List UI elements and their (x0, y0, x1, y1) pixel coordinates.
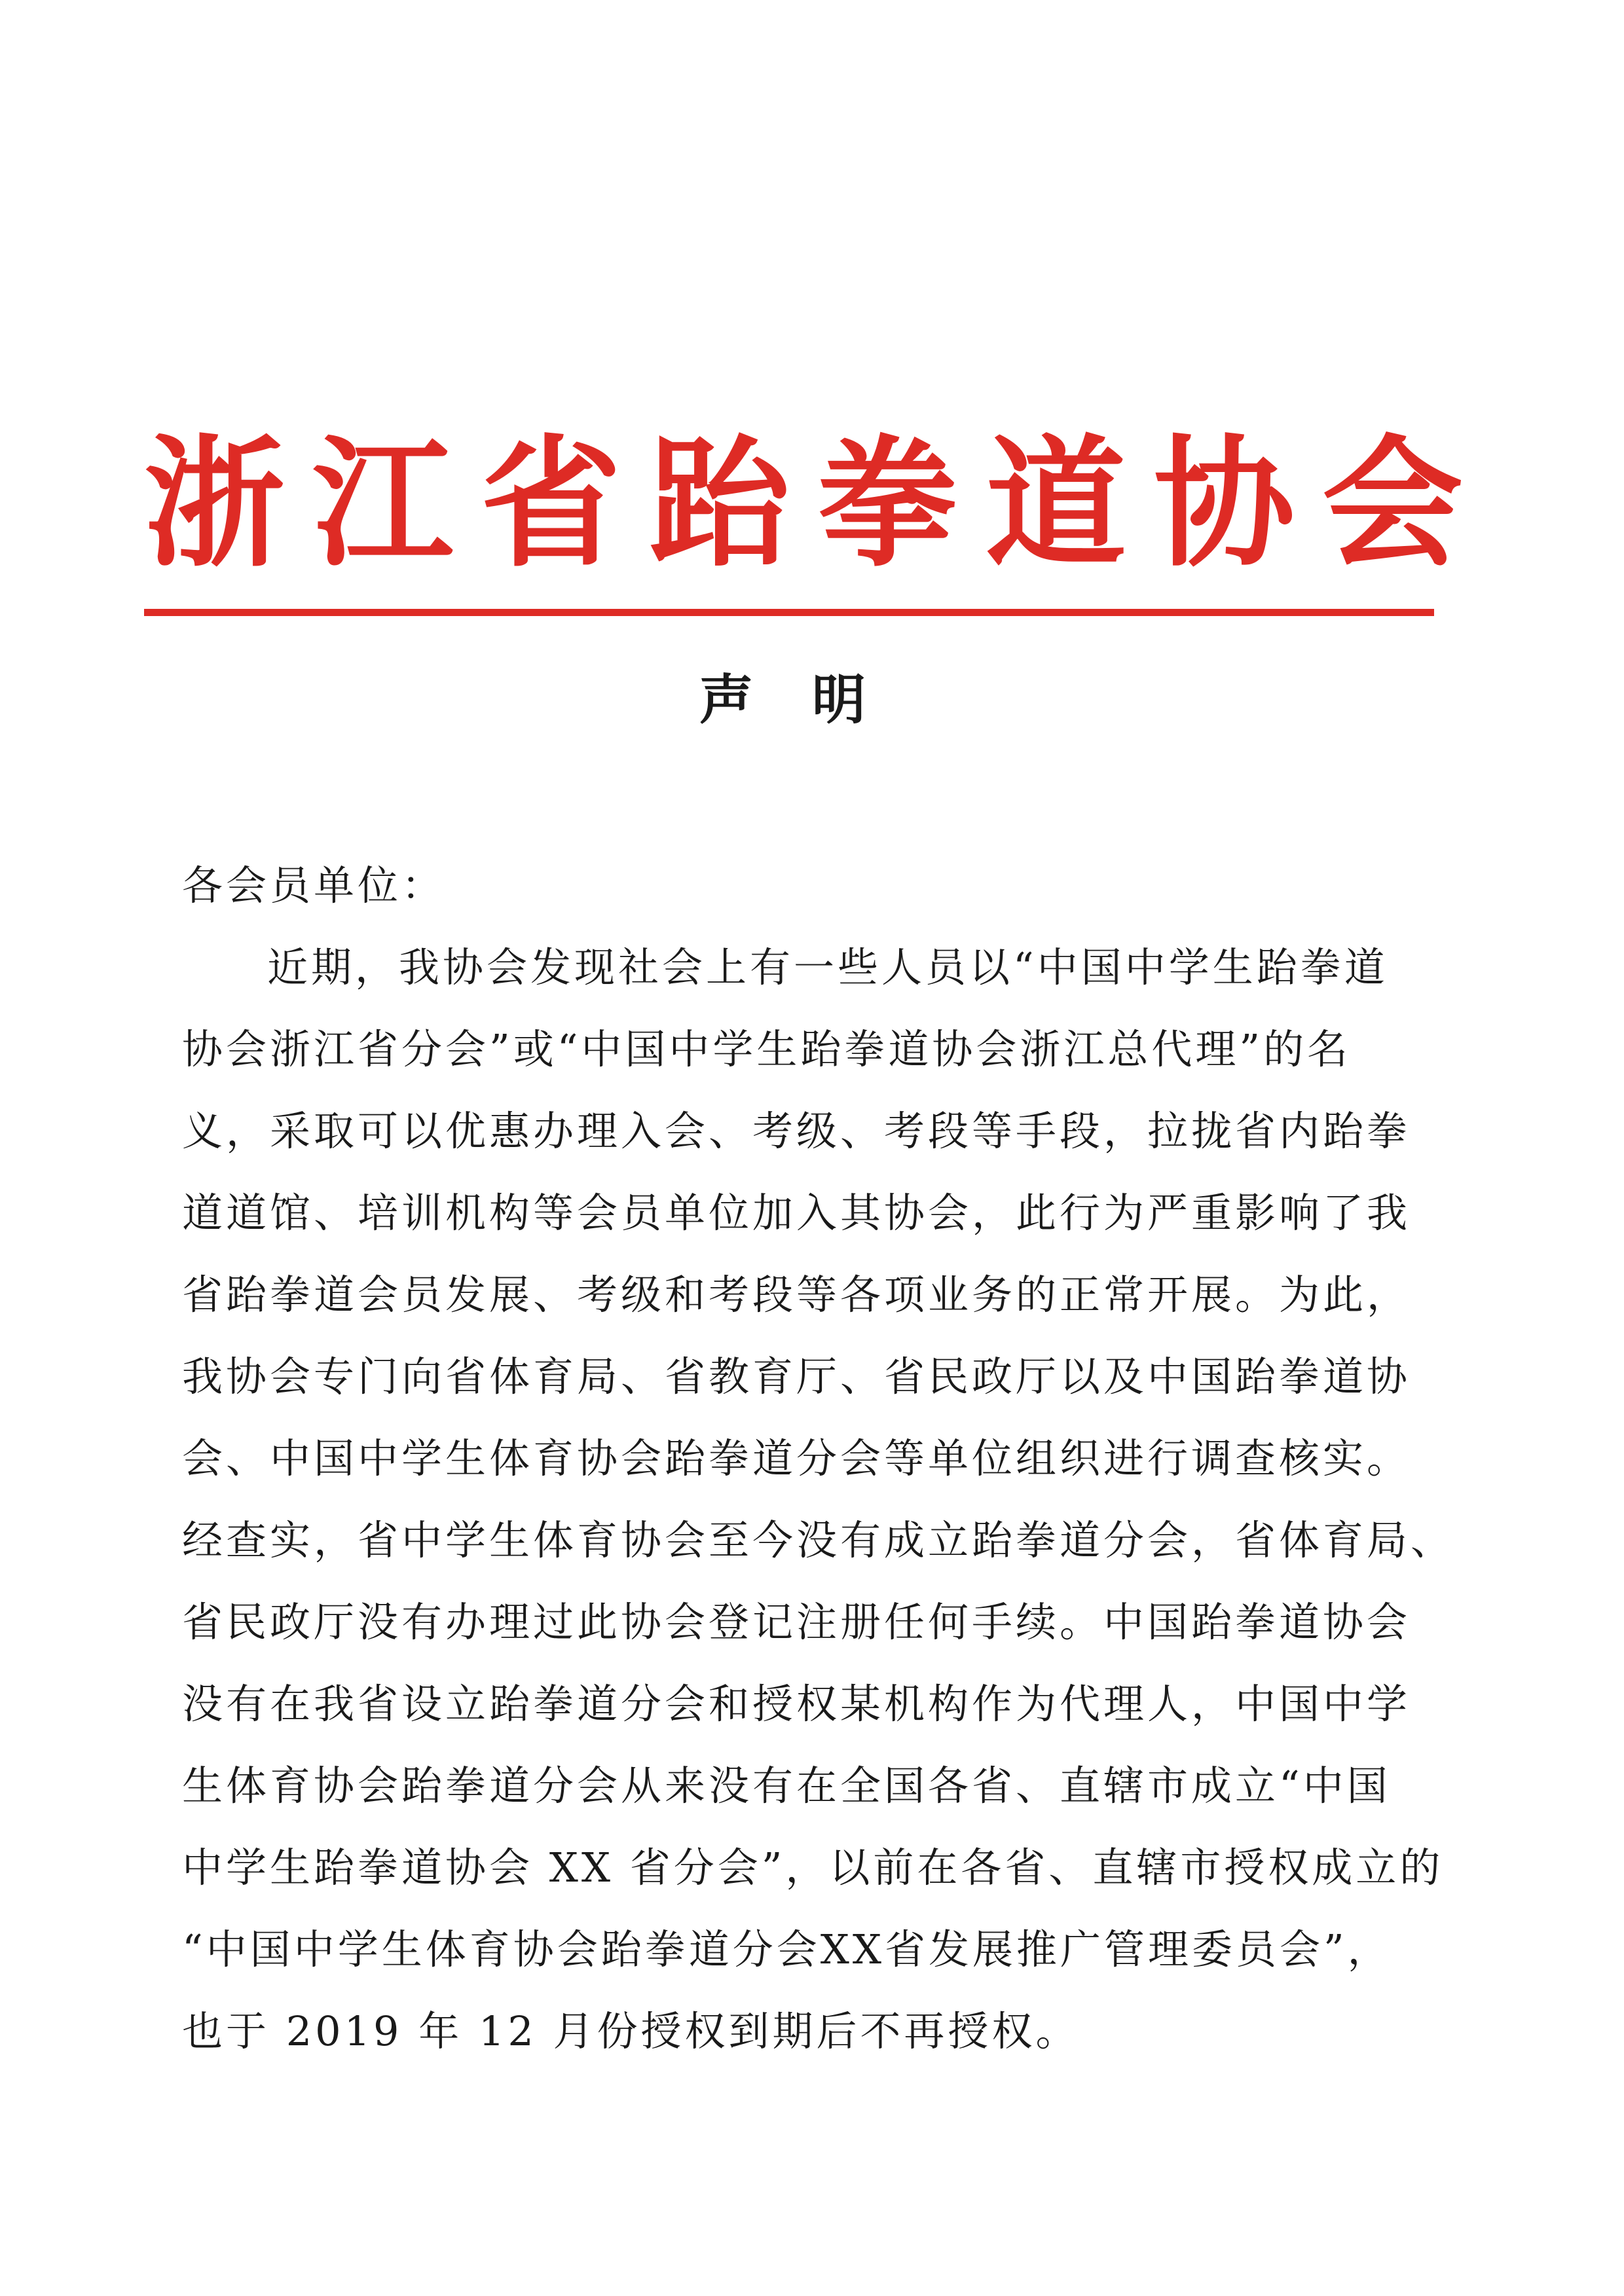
body-line: 省跆拳道会员发展、考级和考段等各项业务的正常开展。为此， (182, 1271, 1411, 1319)
body-line: “中国中学生体育协会跆拳道分会XX省发展推广管理委员会”， (182, 1925, 1392, 1973)
letterhead-red-rule (144, 609, 1434, 616)
body-line: 会、中国中学生体育协会跆拳道分会等单位组织进行调查核实。 (182, 1434, 1411, 1482)
body-line: 我协会专门向省体育局、省教育厅、省民政厅以及中国跆拳道协 (182, 1353, 1411, 1400)
body-line: 经查实，省中学生体育协会至今没有成立跆拳道分会，省体育局、 (182, 1516, 1455, 1564)
body-line: 道道馆、培训机构等会员单位加入其协会，此行为严重影响了我 (182, 1189, 1411, 1237)
body-line: 也于 2019 年 12 月份授权到期后不再授权。 (182, 2007, 1080, 2055)
salutation: 各会员单位： (182, 862, 446, 909)
body-line: 中学生跆拳道协会 XX 省分会”，以前在各省、直辖市授权成立的 (182, 1844, 1444, 1891)
body-line: 近期，我协会发现社会上有一些人员以“中国中学生跆拳道 (267, 943, 1388, 991)
letterhead-organization-name: 浙江省跆拳道协会 (144, 422, 1490, 586)
body-line: 没有在我省设立跆拳道分会和授权某机构作为代理人，中国中学 (182, 1680, 1411, 1728)
body-line: 义，采取可以优惠办理入会、考级、考段等手段，拉拢省内跆拳 (182, 1107, 1411, 1155)
document-body (182, 845, 1455, 2072)
body-line: 协会浙江省分会”或“中国中学生跆拳道协会浙江总代理”的名 (182, 1025, 1352, 1073)
document-title: 声明 (699, 669, 925, 731)
body-line: 省民政厅没有办理过此协会登记注册任何手续。中国跆拳道协会 (182, 1598, 1411, 1646)
body-line: 生体育协会跆拳道分会从来没有在全国各省、直辖市成立“中国 (182, 1762, 1391, 1810)
